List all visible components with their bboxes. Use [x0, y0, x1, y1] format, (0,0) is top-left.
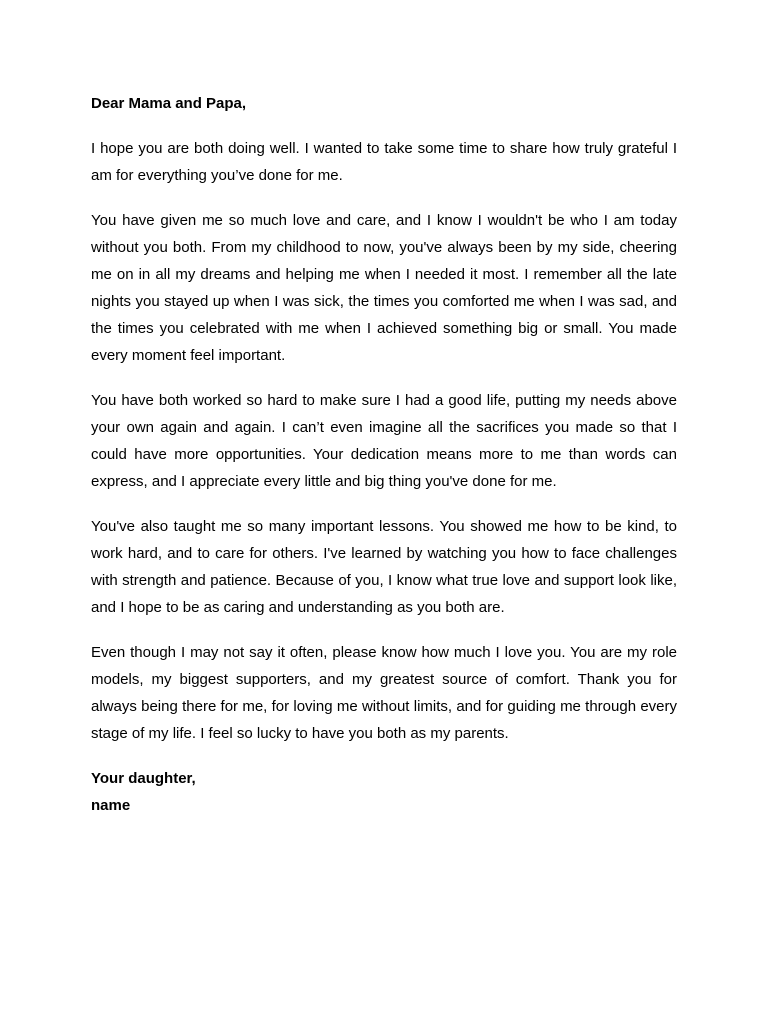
letter-closing: Your daughter,: [91, 770, 196, 787]
letter-body: [91, 90, 677, 819]
letter-paragraph-5: Even though I may not say it often, please know how much I love you. You are my role models, my biggest supporters, and my greatest source of comfort. Thank you for always being there for me, for loving me without limits, and for guiding me through every stage of my life. I feel so lucky to have you both as my parents.: [91, 644, 677, 742]
letter-signature: name: [91, 797, 131, 814]
letter-paragraph-1: I hope you are both doing well. I wanted to take some time to share how truly grateful I am for everything you’ve done for me.: [91, 140, 677, 184]
letter-paragraph-4: You've also taught me so many important lessons. You showed me how to be kind, to work hard, and to care for others. I've learned by watching you how to face challenges with strength and patience. Because of you, I know what true love and support look like, and I hope to be as caring and understanding as you both are.: [91, 518, 677, 616]
letter-paragraph-2: You have given me so much love and care, and I know I wouldn't be who I am today without you both. From my childhood to now, you've always been by my side, cheering me on in all my dreams and helping me when I needed it most. I remember all the late nights you stayed up when I was sick, the times you comforted me when I was sad, and the times you celebrated with me when I achieved something big or small. You made every moment feel important.: [91, 212, 677, 364]
letter-salutation: Dear Mama and Papa,: [91, 95, 247, 112]
letter-paragraph-3: You have both worked so hard to make sure I had a good life, putting my needs above your own again and again. I can’t even imagine all the sacrifices you made so that I could have more opportunities. Your dedication means more to me than words can express, and I appreciate every little and big thing you've done for me.: [91, 392, 677, 490]
